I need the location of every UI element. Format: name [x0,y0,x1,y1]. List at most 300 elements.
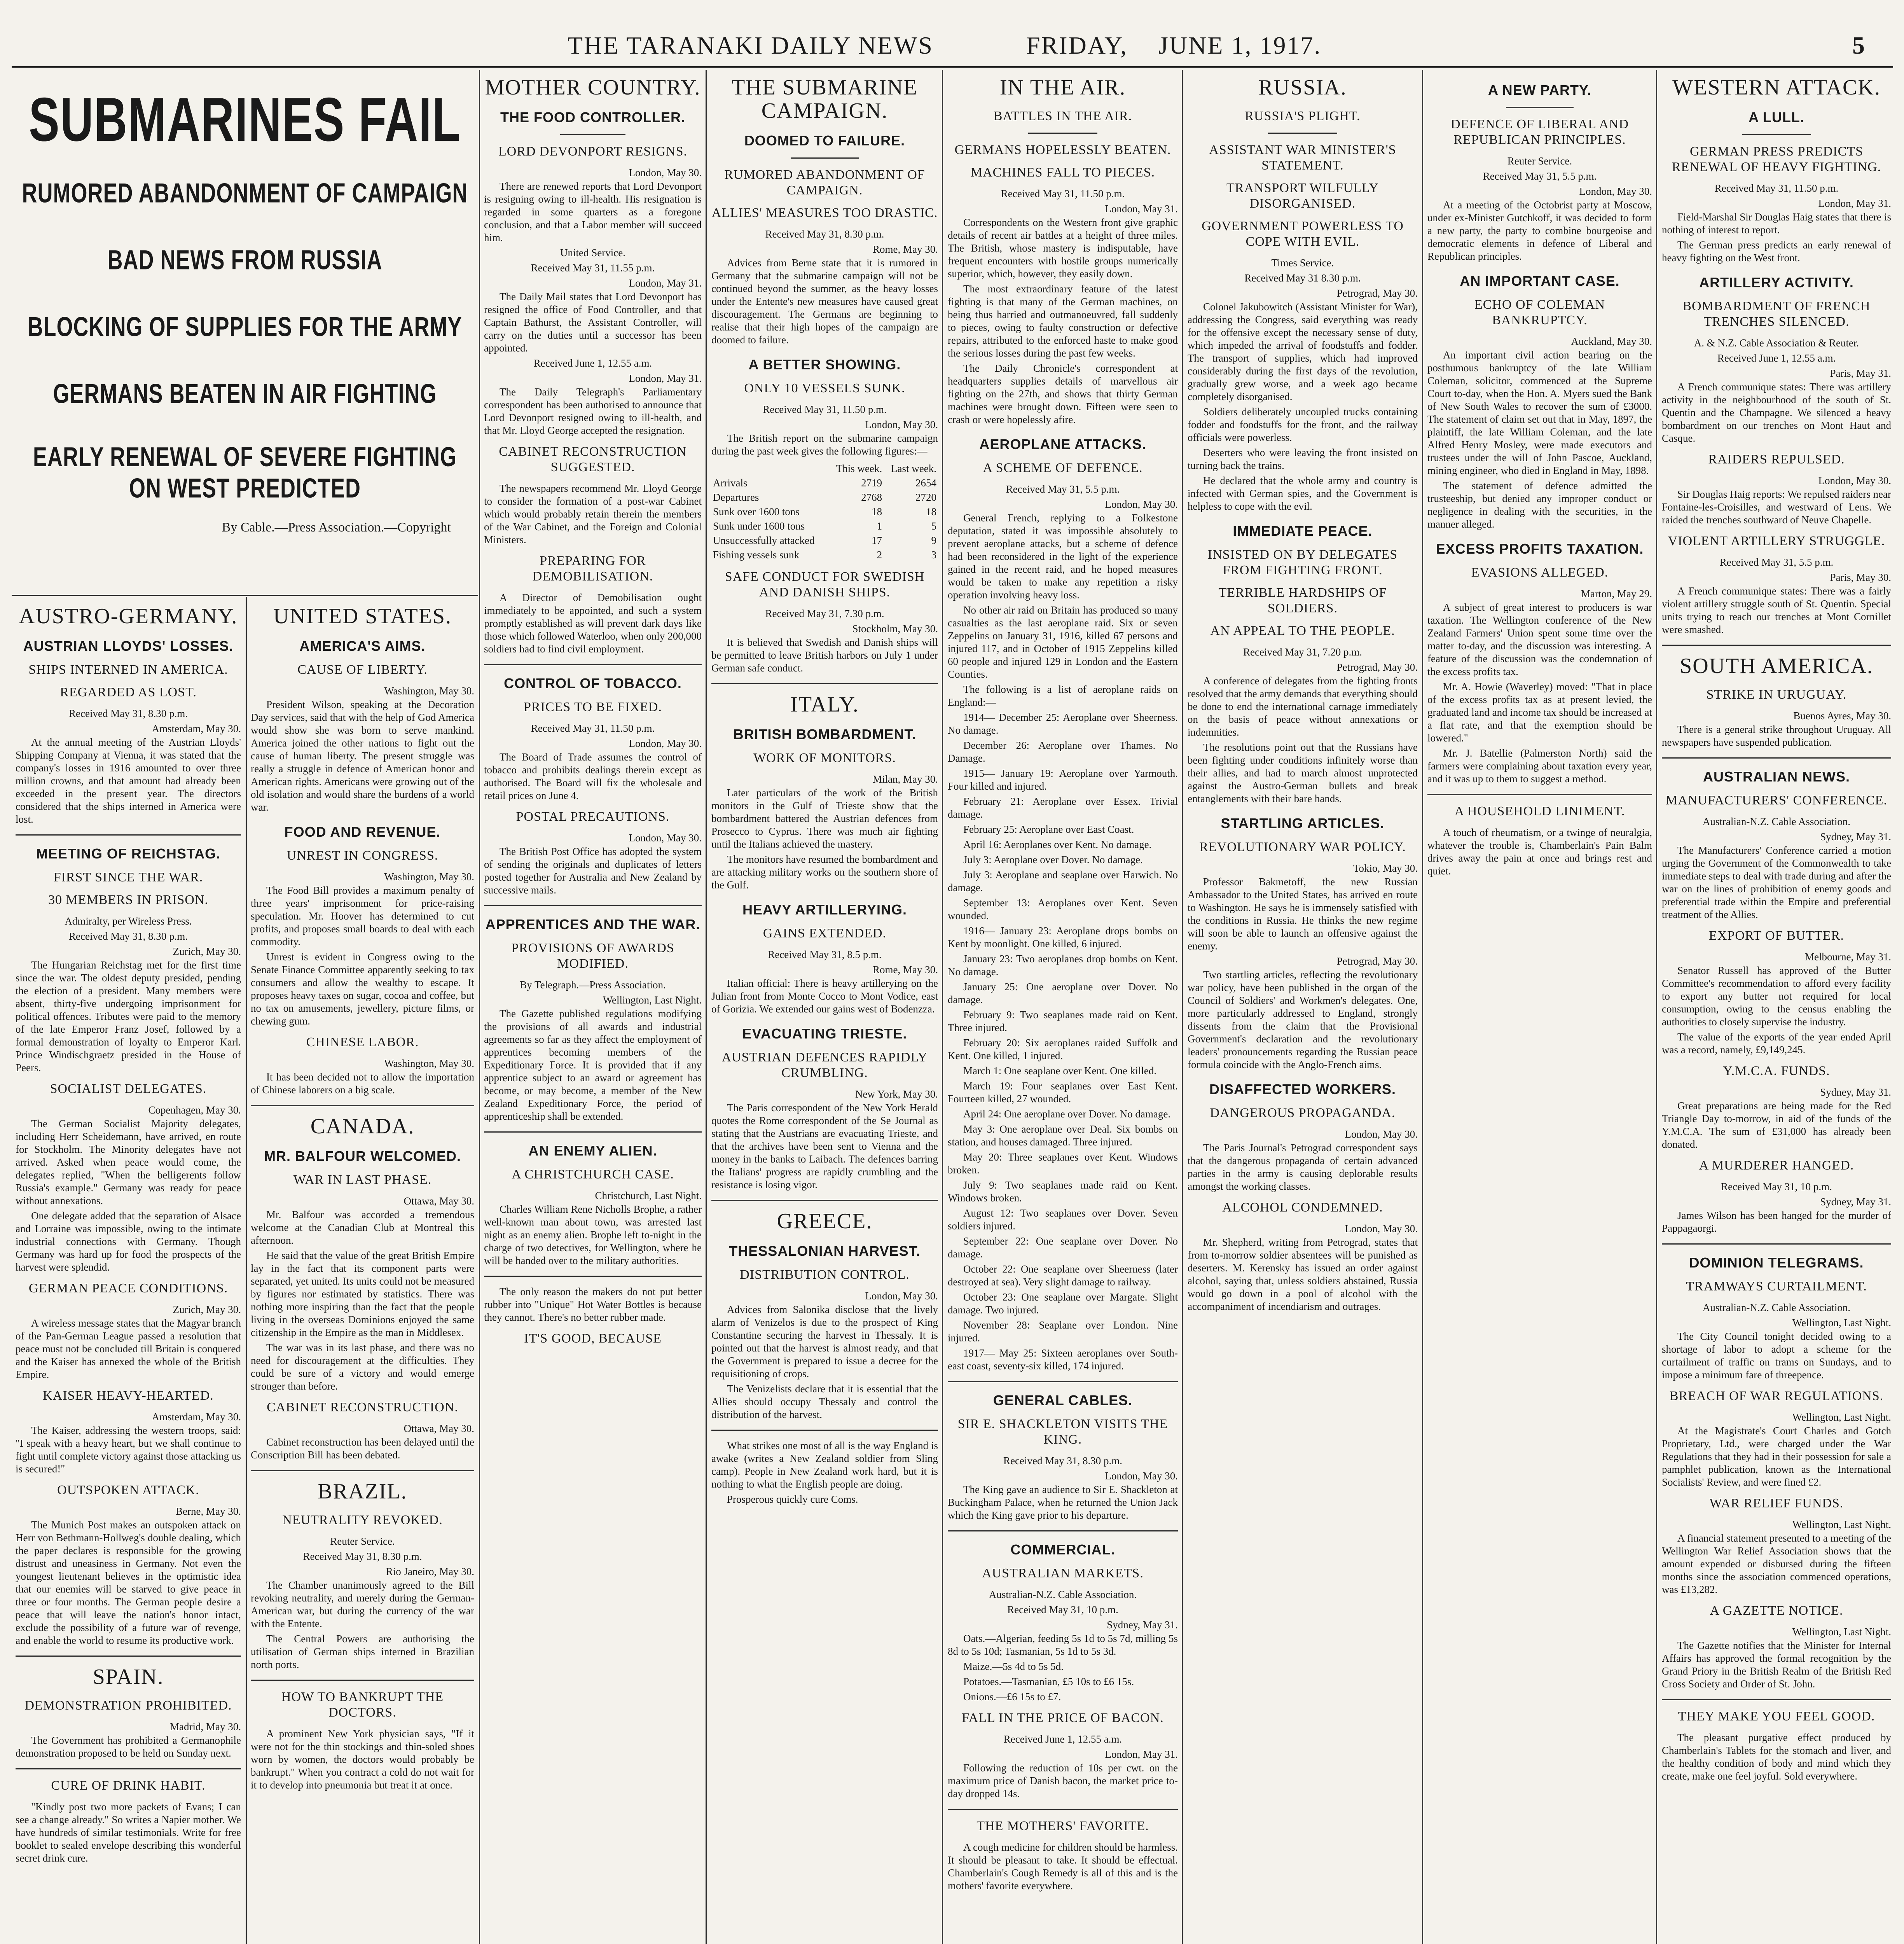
received-line: Received May 31, 5.5 p.m. [1483,170,1597,182]
article-heading: DISAFFECTED WORKERS. [1209,1081,1396,1097]
article-heading: A LULL. [1749,109,1804,125]
newspaper-title: THE TARANAKI DAILY NEWS [568,31,933,59]
article-paragraph: Correspondents on the Western front give graphic details of recent air battles at a height of three miles. The British, whose mastery is indisputable, have frequent encounters with hostile groups numerically superior, which, however, they easily down. [948,217,1178,280]
dateline: London, May 30. [865,1290,938,1302]
list-item: 1916— January 23: Aeroplane drops bombs on Kent by moonlight. One killed, 6 injured. [948,925,1178,949]
article-paragraph: The British Post Office has adopted the system of sending the originals and duplicates of letters posted together for Australia and New Zealand by successive mails. [484,846,702,896]
advertisement-heading: HOW TO BANKRUPT THE DOCTORS. [281,1690,444,1720]
advertisement-text: A touch of rheumatism, or a twinge of neuralgia, whatever the trouble is, Chamberlain's Pain Balm drives away the pain at once and brings rest and quiet. [1427,827,1652,877]
dateline: London, May 30. [1818,475,1891,486]
received-line: Received May 31, 8.30 p.m. [303,1551,422,1562]
article-subheading: Y.M.C.A. FUNDS. [1723,1064,1830,1078]
table-header: Last week. [891,463,936,474]
table-row [711,505,938,519]
divider [1506,107,1573,108]
issue-day: FRIDAY, [1026,31,1128,59]
table-cell: Unsuccessfully attacked [713,535,815,546]
article-paragraph: A conference of delegates from the fighting fronts resolved that the army demands that everything should be done to end the international carnage immediately on the basis of peace without annexations or indemnities. [1188,675,1418,738]
section-heading: THE SUBMARINE CAMPAIGN. [732,75,918,123]
dateline: London, May 30. [629,738,702,749]
article-paragraph: Advices from Berne state that it is rumored in Germany that the submarine campaign will not be continued beyond the summer, as the heavy losses under the Entente's new measures have caused great discouragement. The Germans are beginning to realise that their high hopes of the campaign are doomed to failure. [711,257,938,346]
advertisement-text: Prosperous quickly cure Coms. [727,1493,858,1505]
dateline: Milan, May 30. [873,773,938,785]
article-heading: DOOMED TO FAILURE. [744,133,905,149]
article-paragraph: It has been decided not to allow the importation of Chinese laborers on a big scale. [251,1071,474,1096]
dateline: Ottawa, May 30. [404,1423,474,1434]
dateline: London, May 30. [629,832,702,844]
section-heading: RUSSIA. [1258,75,1347,100]
article-subheading: SHIPS INTERNED IN AMERICA. [28,663,228,677]
article-subheading: VIOLENT ARTILLERY STRUGGLE. [1668,534,1885,548]
column-submarine-campaign [711,72,938,1944]
article-paragraph: Mr. J. Batellie (Palmerston North) said the farmers were complaining about taxation every year, and it was up to them to suggest a method. [1427,747,1652,785]
divider [484,1276,702,1277]
article-heading: STARTLING ARTICLES. [1221,815,1385,831]
list-item: April 16: Aeroplanes over Kent. No damage. [963,839,1152,850]
article-paragraph: Mr. A. Howie (Waverley) moved: "That in place of the excess profits tax as at present levied, the graduated land and income tax should be increased at a flat rate, and that the exemption should be lowered." [1427,681,1652,744]
article-paragraph: The Hungarian Reichstag met for the first time since the war. The oldest deputy presided, pending the election of a president. Many members were absent, thirty-five undergoing imprisonment for political offences. Tributes were paid to the memory of the late Emperor Franz Josef, followed by a formal demonstration of loyalty to Emperor Karl. Prince Windischgraetz presided in the House of Peers. [16,959,241,1073]
list-item: February 25: Aeroplane over East Coast. [963,823,1134,835]
column-rule [942,70,943,1944]
section-heading: GREECE. [777,1209,873,1233]
dateline: Petrograd, May 30. [1336,955,1418,967]
article-paragraph: Senator Russell has approved of the Butter Committee's recommendation to afford every facility to export any butter not required for local consumption, owing to the census enabling the authorities to closely supervise the industry. [1662,965,1891,1028]
wire-service: Reuter Service. [330,1535,395,1547]
article-subheading: ONLY 10 VESSELS SUNK. [744,381,905,395]
article-subheading: GAINS EXTENDED. [763,926,887,941]
dateline: Melbourne, May 31. [1805,951,1891,963]
article-subheading: RUSSIA'S PLIGHT. [1245,109,1361,123]
masthead-rule [12,66,1893,68]
article-paragraph: The Government has prohibited a Germanophile demonstration proposed to be held on Sunday next. [16,1734,241,1759]
section-heading: ITALY. [790,692,859,717]
dateline: London, May 31. [629,372,702,384]
article-subheading: PREPARING FOR DEMOBILISATION. [532,554,653,584]
table-cell: Fishing vessels sunk [713,549,800,561]
article-subheading: DEMONSTRATION PROHIBITED. [24,1698,232,1713]
column-austro-germany [16,601,241,1944]
article-subheading: NEUTRALITY REVOKED. [282,1513,443,1527]
wire-service: Reuter Service. [1507,155,1572,167]
list-item: October 23: One seaplane over Margate. Slight damage. Two injured. [948,1291,1178,1316]
article-subheading: AN APPEAL TO THE PEOPLE. [1210,624,1395,638]
article-subheading: CABINET RECONSTRUCTION. [267,1400,458,1414]
article-subheading: MANUFACTURERS' CONFERENCE. [1666,793,1887,808]
article-subheading: SOCIALIST DELEGATES. [50,1082,207,1096]
divider [484,905,702,906]
article-paragraph: President Wilson, speaking at the Decoration Day services, said that with the help of God America would show she was born to serve mankind. America joined the other nations to fight out the cause of human liberty. The present struggle was really a struggle in defence of American honor and American rights. Americans were growing out of the old isolation and would share the burdens of a world war. [251,699,474,813]
article-paragraph: The monitors have resumed the bombardment and are attacking military works on the southern shore of the Gulf. [711,853,938,891]
divider [251,1680,474,1681]
dateline: Berne, May 30. [176,1505,241,1517]
dateline: Washington, May 30. [384,685,474,697]
list-item: December 26: Aeroplane over Thames. No Damage. [948,739,1178,764]
article-paragraph: The Daily Mail states that Lord Devonport has resigned the office of Food Controller, and that Captain Bathurst, the Assistant Controller, will carry on the duties until a successor has been appointed. [484,291,702,354]
article-paragraph: A French communique states: There was a fairly violent artillery struggle south of St. Quentin. Special units trying to reach our trenches at Mont Cornillet were smashed. [1662,585,1891,635]
article-paragraph: The newspapers recommend Mr. Lloyd George to consider the formation of a post-war Cabinet which would probably retain therein the members of the War Cabinet, and the Foreign and Colonial Ministers. [484,483,702,545]
article-subheading: RAIDERS REPULSED. [1708,452,1845,467]
advertisement-text: A prominent New York physician says, "If it were not for the thin stockings and thin-soled shoes worn by women, the doctors would probably be bankrupt." When you contract a cold do not wait for it to develop into pneumonia but treat it at once. [251,1728,474,1791]
article-subheading: EXPORT OF BUTTER. [1709,928,1844,943]
article-paragraph: The value of the exports of the year ended April was a record, namely, £9,149,245. [1662,1031,1891,1056]
article-subheading: REVOLUTIONARY WAR POLICY. [1199,840,1406,854]
article-paragraph: There is a general strike throughout Uruguay. All newspapers have suspended publication. [1662,724,1891,748]
article-heading: AN ENEMY ALIEN. [528,1143,657,1159]
article-subheading: ALLIES' MEASURES TOO DRASTIC. [711,206,938,220]
article-paragraph: He declared that the whole army and country is infected with German spies, and the Government is helpless to cope with the evil. [1188,475,1418,512]
divider [948,1381,1178,1382]
article-subheading: TRANSPORT WILFULLY DISORGANISED. [1226,181,1379,211]
masthead [101,27,1881,62]
list-item: April 24: One aeroplane over Dover. No damage. [963,1108,1171,1120]
received-line: Received May 31, 5.5 p.m. [1719,556,1834,568]
section-heading: COMMERCIAL. [1010,1542,1115,1558]
article-paragraph: The Munich Post makes an outspoken attack on Herr von Bethmann-Hollweg's double dealing, which the paper declares is responsible for the growing distrust and uneasiness in Germany. Not even the youngest lieutenant believes in the optimistic idea that our enemies will be starved to give peace in three or four months. The German people desire a peace that will leave the nation's honor intact, exclude the possibility of a future war of revenge, and enable the world to resume its productive work. [16,1519,241,1646]
article-paragraph: The Central Powers are authorising the utilisation of German ships interned in Brazilian north ports. [251,1633,474,1670]
column-rule [1182,70,1183,1944]
dateline: Washington, May 30. [384,1058,474,1069]
column-russia [1188,72,1418,1944]
dateline: Sydney, May 31. [1820,1196,1891,1208]
divider [1028,133,1097,134]
article-heading: MR. BALFOUR WELCOMED. [264,1148,461,1164]
article-subheading: RUMORED ABANDONMENT OF CAMPAIGN. [724,168,925,198]
article-paragraph: Later particulars of the work of the British monitors in the Gulf of Trieste show that the bombardment battered the Austrian defences from Prosecco to Cyprus. There was much air fighting until the Italians achieved the mastery. [711,787,938,850]
dateline: London, May 30. [1579,185,1652,197]
dateline: Rome, May 30. [873,964,938,975]
dateline: London, May 30. [1105,498,1178,510]
dateline: Wellington, Last Night. [1792,1519,1891,1530]
article-subheading: MACHINES FALL TO PIECES. [970,165,1155,180]
column-mother-country [484,72,702,1944]
dateline: Wellington, Last Night. [1792,1411,1891,1423]
dateline: London, May 30. [1345,1128,1418,1140]
table-cell: 9 [931,535,936,546]
list-item: November 28: Seaplane over London. Nine injured. [948,1319,1178,1344]
section-heading: AUSTRALIAN NEWS. [1703,769,1850,785]
section-heading: AUSTRO-GERMANY. [19,604,238,628]
article-paragraph: The following is a list of aeroplane raids on England:— [948,684,1178,708]
article-paragraph: The most extraordinary feature of the latest fighting is that many of the German machines, on being thus harried and outmanoeuvred, fall suddenly to pieces, owing to faulty construction or defective repairs, attributed to the enforced haste to make good the serious losses during the past few weeks. [948,283,1178,359]
article-subheading: A SCHEME OF DEFENCE. [983,461,1143,475]
advertisement-heading: THEY MAKE YOU FEEL GOOD. [1678,1709,1875,1724]
article-paragraph: An important civil action bearing on the posthumous bankruptcy of the late William Coleman, solicitor, commenced at the Supreme Court to-day, when the Hon. A. Myers sued the Bank of New South Wales to recover the sum of £3000. The statement of claim set out that in May, 1897, the plaintiff, the late William Coleman, and the late Alfred Henry Mosley, were made executors and trustees under the will of John Pascoe, Auckland, mining engineer, who died in England in May, 1898. [1427,349,1652,476]
dateline: Wellington, Last Night. [1792,1317,1891,1329]
shipping-stats-table [711,462,938,562]
article-heading: EVACUATING TRIESTE. [742,1026,907,1042]
article-subheading: CHINESE LABOR. [306,1035,419,1049]
article-subheading: WAR IN LAST PHASE. [293,1173,432,1187]
article-subheading: EVASIONS ALLEGED. [1471,565,1609,580]
article-subheading: WORK OF MONITORS. [753,751,896,765]
sub-headline: GERMANS BEATEN IN AIR FIGHTING [53,379,437,409]
article-heading: APPRENTICES AND THE WAR. [485,916,700,932]
list-item: July 3: Aeroplane and seaplane over Harwich. No damage. [948,869,1178,893]
article-paragraph: Italian official: There is heavy artillerying on the Julian front from Monte Cocco to Mont Vodice, east of Gorizia. We extended our gains west of Bodenzza. [711,977,938,1015]
section-heading: WESTERN ATTACK. [1672,75,1881,100]
column-in-the-air [948,72,1178,1944]
column-rule [246,597,247,1944]
list-item: May 3: One aeroplane over Deal. Six bombs on station, and houses damaged. Three injured. [948,1123,1178,1148]
table-row [711,533,938,548]
article-subheading: WAR RELIEF FUNDS. [1709,1496,1844,1510]
article-subheading: GERMAN PEACE CONDITIONS. [28,1281,228,1295]
article-subheading: PROVISIONS OF AWARDS MODIFIED. [511,941,674,971]
article-subheading: A GAZETTE NOTICE. [1710,1603,1843,1618]
wire-service: Admiralty, per Wireless Press. [65,915,192,927]
advertisement-heading: IT'S GOOD, BECAUSE [524,1331,662,1346]
divider [711,683,938,684]
article-heading: BRITISH BOMBARDMENT. [733,726,916,742]
received-line: Received May 31, 5.5 p.m. [1006,483,1120,495]
article-paragraph: Mr. Shepherd, writing from Petrograd, states that from to-morrow soldier absentees will be punished as deserters. M. Kerensky has issued an order against alcohol, saying that, unless soldiers abstained, Russia would go down in a pool of alcohol with the accompaniment of incendiarism and outrages. [1188,1236,1418,1312]
dateline: Sydney, May 31. [1820,831,1891,843]
article-heading: THE FOOD CONTROLLER. [500,109,685,125]
article-paragraph: He said that the value of the great British Empire lay in the fact that its component parts were separated, yet united. Its units could not be measured by figures nor estimated by statistics. There was nothing more inspiring than the fact that the people living in the overseas Dominions enjoyed the same citizenship in the Empire as the man in Middlesex. [251,1250,474,1338]
article-paragraph: One delegate added that the separation of Alsace and Lorraine was impossible, owing to the intimate industrial connections with Germany. Though Germany was hard up for food the prospects of the harvest were splendid. [16,1210,241,1273]
divider [711,1430,938,1431]
advertisement-heading: THE MOTHERS' FAVORITE. [976,1819,1149,1833]
dateline: Wellington, Last Night. [1792,1626,1891,1638]
article-subheading: LORD DEVONPORT RESIGNS. [498,144,687,159]
article-paragraph: The Daily Telegraph's Parliamentary correspondent has been authorised to announce that Lord Devonport resigned owing to ill-health, and that Mr. Lloyd George accepted the resignation. [484,386,702,436]
issue-date: JUNE 1, 1917. [1158,31,1322,59]
advertisement-text: The pleasant purgative effect produced by Chamberlain's Tablets for the stomach and liver, and the healthy condition of body and mind which they create, make one feel joyful. Sold everywhere. [1662,1732,1891,1782]
advertisement-text: The only reason the makers do not put better rubber into "Unique" Hot Water Bottles is because they cannot. There's no better rubber made. [484,1286,702,1323]
article-paragraph: A financial statement presented to a meeting of the Wellington War Relief Association shows that the amount expended or disbursed during the fifteen months since the association commenced operations, was £13,282. [1662,1532,1891,1595]
table-cell: Sunk over 1600 tons [713,506,800,517]
dateline: Washington, May 30. [384,871,474,883]
article-heading: CONTROL OF TOBACCO. [504,675,682,691]
dateline: Madrid, May 30. [170,1721,241,1732]
divider [16,834,241,836]
divider [791,157,859,159]
article-subheading: TRAMWAYS CURTAILMENT. [1686,1279,1867,1294]
dateline: Marton, May 29. [1581,588,1652,600]
column-rule [479,70,480,1944]
article-subheading: KAISER HEAVY-HEARTED. [43,1388,214,1403]
sub-headline: BAD NEWS FROM RUSSIA [107,245,383,275]
divider [16,1656,241,1657]
table-cell: 2654 [915,477,936,489]
divider [251,1105,474,1106]
article-subheading: ALCOHOL CONDEMNED. [1222,1200,1383,1215]
article-subheading: DEFENCE OF LIBERAL AND REPUBLICAN PRINCIPLES. [1450,117,1629,147]
article-paragraph: The Gazette notifies that the Minister for Internal Affairs has approved the formal recognition by the Grand Priory in the British Realm of the British Red Cross Society and Order of St. John. [1662,1640,1891,1690]
column-rule [1656,70,1657,1944]
article-paragraph: A wireless message states that the Magyar branch of the Pan-German League passed a resolution that peace must not be concluded till Britain is conquered and the Kaiser has annexed the whole of the British Empire. [16,1317,241,1380]
article-paragraph: Colonel Jakubowitch (Assistant Minister for War), addressing the Congress, said everything was ready for the offensive except the necessary sense of duty, which impeded the arrival of foodstuffs and fodder. The transport of supplies, which had improved considerably during the first days of the revolution, gradually grew worse, and a week ago became completely disorganised. [1188,301,1418,402]
article-subheading: ASSISTANT WAR MINISTER'S STATEMENT. [1209,143,1396,173]
article-subheading: REGARDED AS LOST. [60,685,197,699]
dateline: London, May 30. [1105,1470,1178,1482]
dateline: Auckland, May 30. [1571,336,1652,347]
dateline: London, May 31. [1105,203,1178,215]
column-new-party [1427,72,1652,1944]
article-paragraph: The City Council tonight decided owing to a shortage of labor to adopt a scheme for the curtailment of traffic on trams on Sundays, and to impose a minimum fare of threepence. [1662,1330,1891,1381]
section-heading: IN THE AIR. [999,75,1126,100]
table-header-row [711,462,938,476]
article-paragraph: The King gave an audience to Sir E. Shackleton at Buckingham Palace, when he returned the Union Jack which the King gave prior to his departure. [948,1484,1178,1521]
dateline: Zurich, May 30. [173,946,241,957]
article-subheading: OUTSPOKEN ATTACK. [57,1483,199,1497]
list-item: March 19: Four seaplanes over East Kent. Fourteen killed, 27 wounded. [948,1080,1178,1105]
article-paragraph: Oats.—Algerian, feeding 5s 1d to 5s 7d, milling 5s 8d to 5s 10d; Tasmanian, 5s 1d to 5s 3d. [948,1633,1178,1657]
column-rule [706,70,707,1944]
section-heading: DOMINION TELEGRAMS. [1689,1255,1864,1271]
article-paragraph: Charles William Rene Nicholls Brophe, a rather well-known man about town, was arrested last night as an enemy alien. Brophe left to-night in the charge of two detectives, for Wellington, where he will be handed over to the military authorities. [484,1203,702,1266]
article-subheading: POSTAL PRECAUTIONS. [516,809,670,824]
table-cell: Sunk under 1600 tons [713,520,805,532]
wire-service: By Telegraph.—Press Association. [520,979,666,991]
article-paragraph: The Daily Chronicle's correspondent at headquarters supplies details of marvellous air fighting on the 27th, and shows that thirty German machines were brought down. Fifteen were seen to crash or were hopelessly afire. [948,362,1178,425]
article-heading: ARTILLERY ACTIVITY. [1699,274,1854,290]
section-heading: UNITED STATES. [273,604,452,628]
divider [948,1530,1178,1531]
article-heading: EXCESS PROFITS TAXATION. [1436,541,1644,557]
article-subheading: ECHO OF COLEMAN BANKRUPTCY. [1474,297,1605,327]
article-heading: AUSTRIAN LLOYDS' LOSSES. [23,638,234,654]
list-item: February 20: Six aeroplanes raided Suffolk and Kent. One killed, 1 injured. [948,1037,1178,1061]
article-subheading: TERRIBLE HARDSHIPS OF SOLDIERS. [1218,586,1387,615]
sub-headline: EARLY RENEWAL OF SEVERE FIGHTING ON WEST PREDICTED [33,442,457,504]
dateline: London, May 30. [1345,1223,1418,1234]
article-subheading: SAFE CONDUCT FOR SWEDISH AND DANISH SHIPS. [725,570,925,600]
list-item: January 25: One aeroplane over Dover. No damage. [948,981,1178,1005]
article-paragraph: No other air raid on Britain has produced so many casualties as the last aeroplane raid. Six or seven Zeppelins on January 31, 1916, killed 67 persons and injured 117, and in October of 1915 Zeppelins killed 60 people and injured 129 in London and the Eastern Counties. [948,604,1178,680]
dateline: Rome, May 30. [873,243,938,255]
article-paragraph: The Chamber unanimously agreed to the Bill revoking neutrality, and merely during the German-American war, but during the currency of the war with the Entente. [251,1579,474,1629]
wire-service: A. & N.Z. Cable Association & Reuter. [1694,337,1859,349]
article-paragraph: The Venizelists declare that it is essential that the Allies should occupy Thessaly and control the distribution of the harvest. [711,1383,938,1420]
list-item: 1915— January 19: Aeroplane over Yarmouth. Four killed and injured. [948,767,1178,792]
article-paragraph: Great preparations are being made for the Red Triangle Day to-morrow, in aid of the funds of the Y.M.C.A. The sum of £31,000 has already been donated. [1662,1100,1891,1150]
dateline: Ottawa, May 30. [404,1195,474,1207]
article-subheading: PRICES TO BE FIXED. [524,700,662,714]
table-cell: 1 [877,520,882,532]
table-row [711,490,938,505]
article-paragraph: The British report on the submarine campaign during the past week gives the following figures:— [711,432,938,457]
article-paragraph: Deserters who were leaving the front insisted on turning back the trains. [1188,447,1418,471]
article-paragraph: Onions.—£6 15s to £7. [963,1691,1061,1703]
list-item: 1917— May 25: Sixteen aeroplanes over South-east coast, seventy-six killed, 174 injured. [948,1347,1178,1372]
received-line: Received June 1, 12.55 a.m. [1717,352,1836,364]
article-paragraph: The statement of defence admitted the trusteeship, but denied any improper conduct or negligence in dealing with the securities, in the manner alleged. [1427,480,1652,530]
article-paragraph: At a meeting of the Octobrist party at Moscow, under ex-Minister Gutchkoff, it was decided to form a new party, the party to combine bourgeoise and democratic elements in defence of Liberal and Republican principles. [1427,199,1652,262]
column-western-attack [1662,72,1891,1944]
article-paragraph: The German press predicts an early renewal of heavy fighting on the West front. [1662,239,1891,264]
article-paragraph: It is believed that Swedish and Danish ships will be permitted to leave British harbors on July 1 under German safe conduct. [711,636,938,674]
dateline: Christchurch, Last Night. [595,1190,702,1201]
article-heading: A BETTER SHOWING. [748,357,901,372]
list-item: July 3: Aeroplane over Dover. No damage. [963,854,1143,865]
article-paragraph: The resolutions point out that the Russians have been fighting under conditions infinitely worse than their allies, and had to march almost unprotected against the Austro-German bullets and break entanglements with their bare hands. [1188,741,1418,804]
headline-block [16,78,474,595]
article-paragraph: Soldiers deliberately uncoupled trucks containing fodder and foodstuffs for the front, and the railway officials were powerless. [1188,406,1418,443]
list-item: August 12: Two seaplanes over Dover. Seven soldiers injured. [948,1207,1178,1232]
section-heading: CANADA. [310,1114,415,1138]
divider [560,134,625,135]
list-item: May 20: Three seaplanes over Kent. Windows broken. [948,1151,1178,1176]
column-rule [1422,70,1423,1944]
divider [1662,757,1891,759]
divider [1662,645,1891,646]
article-paragraph: General French, replying to a Folkestone deputation, stated it was impossible absolutely to prevent aeroplane attacks, but a scheme of defence had been reconsidered in the light of the experience gained in the recent raid, and he hoped measures would be taken to make any repetition a risky operation involving heavy loss. [948,512,1178,601]
divider [251,1470,474,1471]
table-cell: 18 [872,506,882,517]
article-subheading: GERMAN PRESS PREDICTS RENEWAL OF HEAVY FIGHTING. [1672,144,1881,174]
received-line: Received May 31, 7.20 p.m. [1243,646,1362,658]
section-heading: SPAIN. [93,1665,164,1689]
article-paragraph: Mr. Balfour was accorded a tremendous welcome at the Canadian Club at Montreal this afternoon. [251,1209,474,1246]
article-paragraph: The Food Bill provides a maximum penalty of three years' imprisonment for price-raising speculation. Mr. Hoover has determined to cut profits, and proposes small boards to deal with each commodity. [251,885,474,948]
table-cell: 17 [872,535,882,546]
article-paragraph: The German Socialist Majority delegates, including Herr Scheidemann, have arrived, en route for Stockholm. The Minority delegates have not arrived. Asked when peace would come, the delegates replied, "When the belligerents follow Russia's example." Germany was ready for peace without annexations. [16,1118,241,1206]
dateline: London, May 30. [865,419,938,430]
article-paragraph: At the annual meeting of the Austrian Lloyds' Shipping Company at Vienna, it was stated that the company's losses in 1916 amounted to over three million crowns, and that amount had already been exceeded in the present year. The directors considered that the ships interned in America were lost. [16,736,241,825]
article-paragraph: James Wilson has been hanged for the murder of Pappagaorgi. [1662,1210,1891,1234]
section-heading: SOUTH AMERICA. [1680,654,1873,678]
divider [1662,1699,1891,1700]
divider [16,1768,241,1769]
article-heading: AMERICA'S AIMS. [299,638,426,654]
sub-headline: RUMORED ABANDONMENT OF CAMPAIGN [22,178,468,208]
received-line: Received May 31, 11.50 p.m. [1001,188,1125,199]
article-subheading: FIRST SINCE THE WAR. [53,870,203,885]
article-heading: IMMEDIATE PEACE. [1233,523,1373,539]
article-subheading: DANGEROUS PROPAGANDA. [1210,1106,1396,1120]
advertisement-text: A cough medicine for children should be harmless. It should be pleasant to take. It should be effectual. Chamberlain's Cough Remedy is all of this and is the mothers' favorite everywhere. [948,1841,1178,1892]
list-item: February 9: Two seaplanes made raid on Kent. Three injured. [948,1009,1178,1033]
divider [484,1131,702,1133]
received-line: Received May 31, 8.30 p.m. [765,228,884,240]
article-heading: FOOD AND REVENUE. [284,824,441,840]
sub-headline: BLOCKING OF SUPPLIES FOR THE ARMY [28,312,462,342]
table-cell: Arrivals [713,477,748,489]
article-paragraph: Field-Marshal Sir Douglas Haig states that there is nothing of interest to report. [1662,211,1891,236]
dateline: Wellington, Last Night. [603,994,702,1006]
table-header: This week. [836,463,882,474]
dateline: Buenos Ayres, May 30. [1793,710,1891,722]
advertisement-heading: CURE OF DRINK HABIT. [51,1778,206,1793]
article-subheading: A MURDERER HANGED. [1699,1158,1854,1173]
wire-service: Australian-N.Z. Cable Association. [1702,816,1851,827]
article-paragraph: A French communique states: There was artillery activity in the neighbourhood of the south of St. Quentin and the Champagne. We silenced a heavy bombardment on our trenches on Mont Haut and Casque. [1662,381,1891,444]
list-item: 1914— December 25: Aeroplane over Sheerness. No damage. [948,712,1178,736]
article-subheading: BOMBARDMENT OF FRENCH TRENCHES SILENCED. [1682,299,1871,329]
column-united-states [251,601,474,1944]
article-paragraph: A Director of Demobilisation ought immediately to be appointed, and such a system promptly established as will prevent dark days like those which followed Waterloo, when only 200,000 soldiers had to find civil employment. [484,592,702,655]
table-cell: 5 [931,520,936,532]
divider [948,1809,1178,1810]
article-subheading: AUSTRALIAN MARKETS. [982,1566,1144,1580]
dateline: Copenhagen, May 30. [148,1104,241,1116]
dateline: Paris, May 31. [1830,367,1891,379]
article-subheading: GERMANS HOPELESSLY BEATEN. [954,143,1171,157]
dateline: Rio Janeiro, May 30. [386,1566,474,1577]
received-line: Received May 31, 11.50 p.m. [531,722,655,734]
advertisement-text: "Kindly post two more packets of Evans; I can see a change already." So writes a Napier mother. We have hundreds of similar testimonials. Write for free booklet to sealed envelope describing this wonderful secret drink cure. [16,1801,241,1864]
divider [484,664,702,665]
received-line: Received May 31, 8.30 p.m. [1003,1455,1122,1467]
article-subheading: UNREST IN CONGRESS. [286,848,438,863]
received-line: Received May 31, 10 p.m. [1007,1604,1118,1615]
article-paragraph: The war was in its last phase, and there was no need for discouragement at the difficulties. They could be sure of a victory and would emerge stronger than before. [251,1342,474,1392]
received-line: Received June 1, 12.55 a.m. [1003,1733,1122,1745]
article-paragraph: The Board of Trade assumes the control of tobacco and prohibits dealings therein except as authorised. The Board will fix the wholesale and retail prices on June 4. [484,751,702,801]
received-line: Received May 31, 11.50 p.m. [1714,182,1839,194]
article-subheading: DISTRIBUTION CONTROL. [740,1267,910,1282]
